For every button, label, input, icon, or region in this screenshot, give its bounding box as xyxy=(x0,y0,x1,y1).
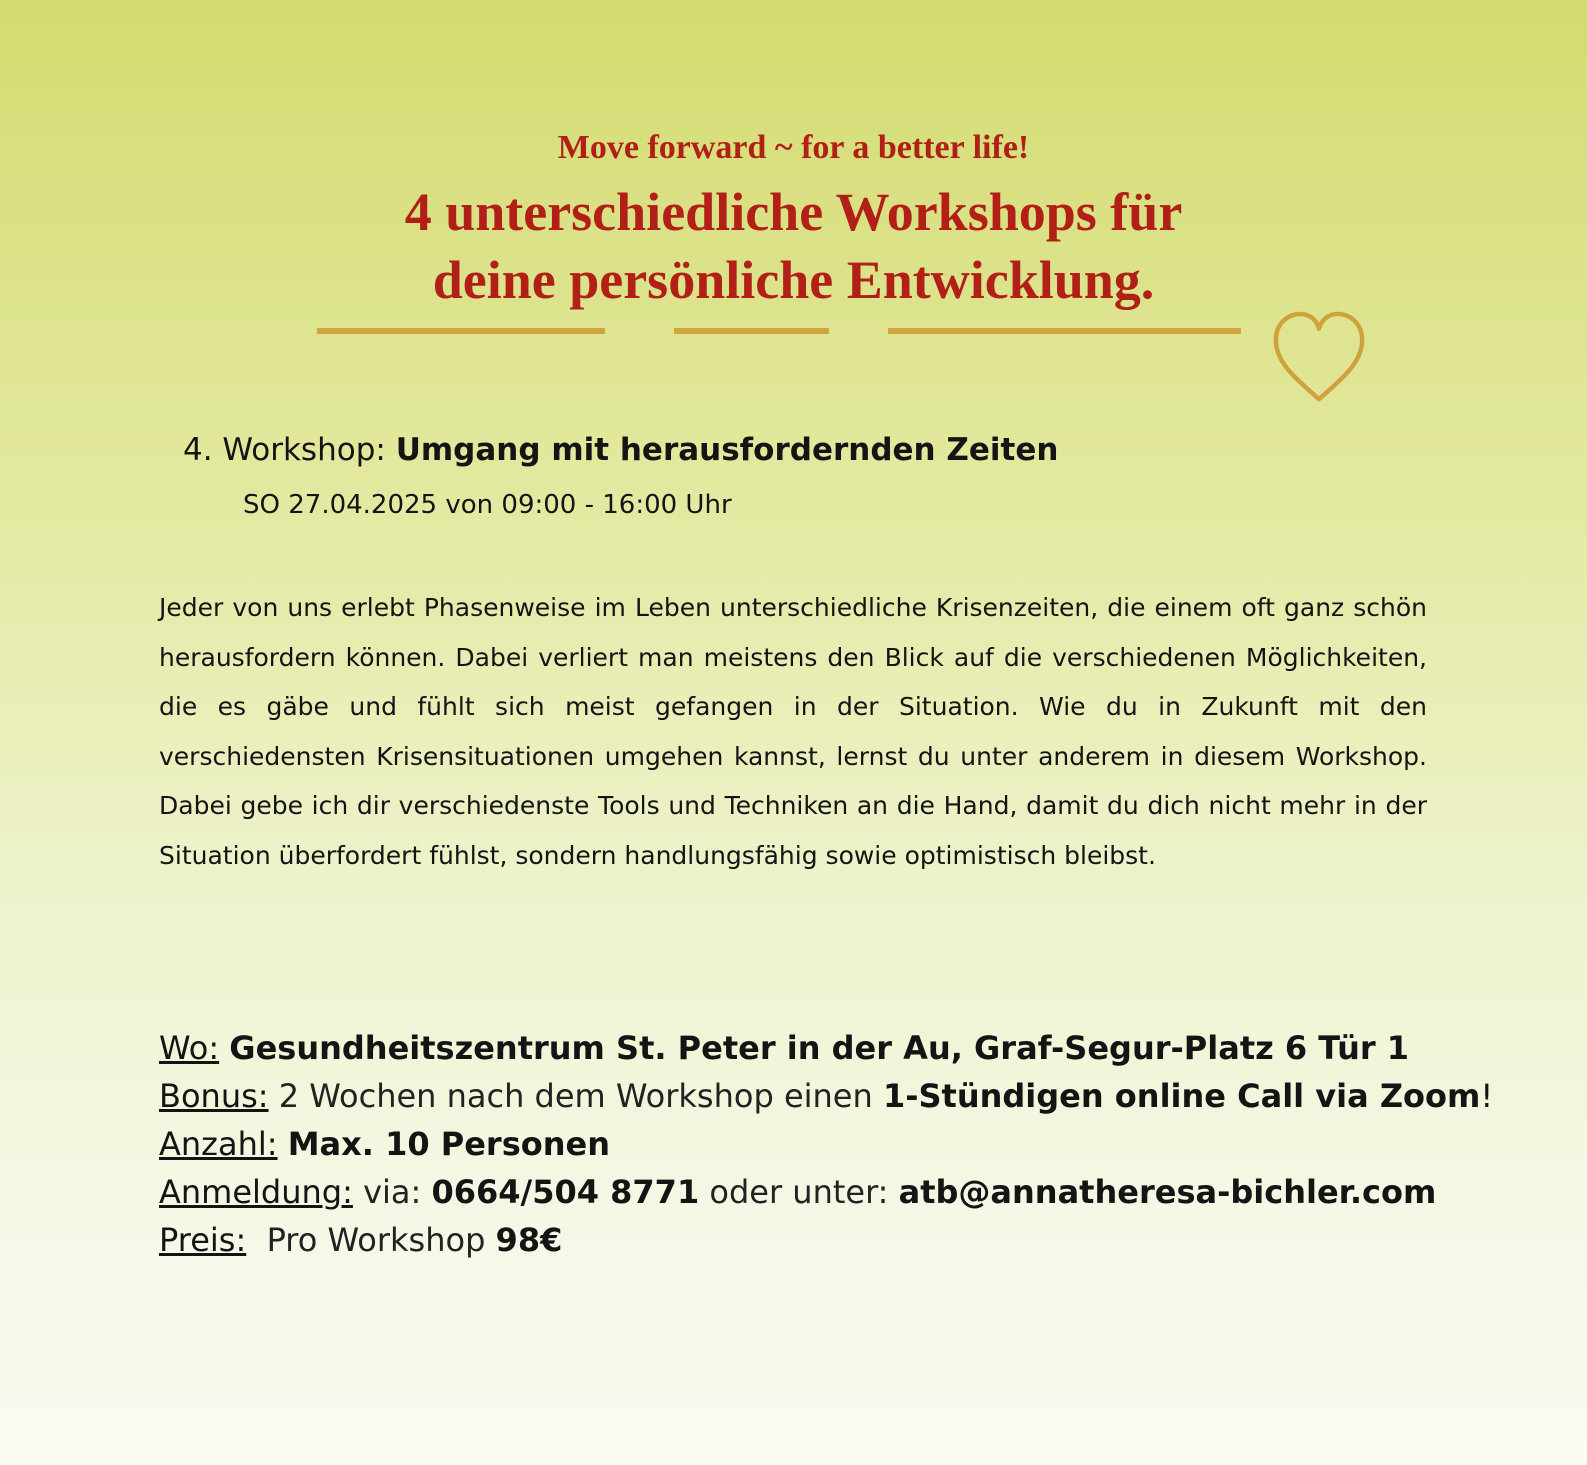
where-value: Gesundheitszentrum St. Peter in der Au, Graf-Segur-Platz 6 Tür 1 xyxy=(229,1029,1410,1067)
where-label: Wo: xyxy=(159,1029,220,1067)
bonus-highlight: 1-Stündigen online Call via Zoom xyxy=(882,1077,1481,1115)
price-value: 98€ xyxy=(495,1221,563,1259)
page-title xyxy=(0,178,1587,314)
price-text: Pro Workshop xyxy=(266,1221,486,1259)
signup-label: Anmeldung: xyxy=(159,1173,353,1211)
divider-left xyxy=(317,328,605,334)
signup-phone[interactable]: 0664/504 8771 xyxy=(431,1173,700,1211)
heart-outline-icon xyxy=(1270,308,1368,408)
headline-line-1: 4 unterschiedliche Workshops für xyxy=(404,182,1183,242)
price-label: Preis: xyxy=(159,1221,247,1259)
signup-or: oder unter: xyxy=(709,1173,889,1211)
count-value: Max. 10 Personen xyxy=(287,1125,610,1163)
workshop-title: Umgang mit herausfordernden Zeiten xyxy=(395,432,1059,468)
count-label: Anzahl: xyxy=(159,1125,278,1163)
info-signup xyxy=(159,1168,1459,1216)
bonus-text: 2 Wochen nach dem Workshop einen xyxy=(278,1077,873,1115)
divider-right xyxy=(888,328,1241,334)
workshop-description: Jeder von uns erlebt Phasenweise im Leben unterschiedliche Krisenzeiten, die einem oft ganz schön herausfordern können. Dabei verliert man meistens den Blick auf die verschiedenen Möglichkeiten, die es gäbe und fühlt sich meist gefangen in der Situation. Wie du in Zukunft mit den verschiedensten Krisensituationen umgehen kannst, lernst du unter anderem in diesem Workshop. Dabei gebe ich dir verschiedenste Tools und Techniken an die Hand, damit du dich nicht mehr in der Situation überfordert fühlst, sondern handlungsfähig sowie optimistisch bleibst. xyxy=(159,593,1427,870)
workshop-number: 4. Workshop: xyxy=(183,432,386,468)
info-block xyxy=(159,1024,1494,1264)
signup-via: via: xyxy=(363,1173,422,1211)
info-bonus xyxy=(159,1072,1494,1120)
workshop-date: SO 27.04.2025 von 09:00 - 16:00 Uhr xyxy=(243,490,732,520)
signup-email[interactable]: atb@annatheresa-bichler.com xyxy=(898,1173,1437,1211)
bonus-end: ! xyxy=(1480,1077,1494,1115)
info-price xyxy=(159,1216,1459,1264)
info-where xyxy=(159,1024,1459,1072)
tagline: Move forward ~ for a better life! xyxy=(557,129,1030,166)
bonus-label: Bonus: xyxy=(159,1077,269,1115)
headline-line-2: deine persönliche Entwicklung. xyxy=(432,250,1155,310)
workshop-heading xyxy=(183,430,1058,470)
divider-middle xyxy=(674,328,829,334)
info-count xyxy=(159,1120,1459,1168)
